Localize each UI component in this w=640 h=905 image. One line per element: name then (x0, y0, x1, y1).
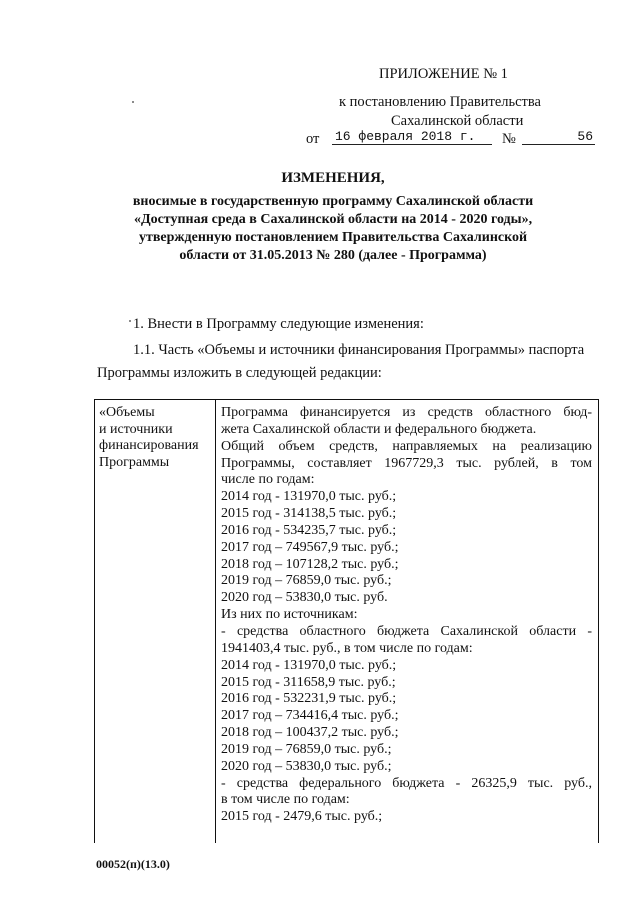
paragraph-1-1: 1.1. Часть «Объемы и источники финансирования Программы» паспорта (133, 342, 585, 358)
document-title: ИЗМЕНЕНИЯ, (281, 170, 385, 186)
decree-number: 56 (522, 129, 595, 145)
subtitle-line: утвержденную постановлением Правительства Сахалинской (138, 230, 528, 245)
content-line: - средства федерального бюджета - 26325,9 тыс. руб., (221, 775, 592, 791)
content-line: Программа финансируется из средств областного бюд- (221, 405, 592, 420)
content-line: 2018 год – 107128,2 тыс. руб.; (221, 556, 399, 572)
table-content-cell (216, 400, 598, 843)
content-line: 2020 год – 53830,0 тыс. руб. (221, 590, 388, 606)
document-subtitle (100, 193, 566, 265)
label-line: и источники (99, 421, 173, 437)
content-line: 2015 год - 314138,5 тыс. руб.; (221, 506, 397, 522)
content-line: 2015 год - 311658,9 тыс. руб.; (221, 674, 396, 690)
subtitle-line: области от 31.05.2013 № 280 (далее - Программа) (179, 248, 487, 263)
label-line: финансирования (99, 438, 199, 453)
content-line: 2019 год – 76859,0 тыс. руб.; (221, 741, 392, 757)
date-label: от (306, 131, 320, 147)
appendix-region: Сахалинской области (391, 113, 524, 129)
content-line: 2019 год – 76859,0 тыс. руб.; (221, 573, 392, 589)
content-line: 2018 год – 100437,2 тыс. руб.; (221, 725, 399, 741)
table-label-cell (95, 400, 216, 843)
content-line: 2017 год – 734416,4 тыс. руб.; (221, 708, 399, 724)
scan-speck (129, 320, 131, 322)
paragraph-1: 1. Внести в Программу следующие изменения: (133, 316, 424, 332)
content-line: в том числе по годам: (221, 792, 350, 808)
number-label: № (502, 131, 516, 147)
content-line: жета Сахалинской области и федерального бюджета. (221, 421, 537, 437)
subtitle-line: вносимые в государственную программу Сахалинской области (132, 194, 534, 209)
content-line: 2015 год - 2479,6 тыс. руб.; (221, 809, 383, 825)
scan-speck (132, 101, 134, 103)
content-line: 1941403,4 тыс. руб., в том числе по годам: (221, 640, 473, 656)
paragraph-1-1-cont: Программы изложить в следующей редакции: (97, 365, 382, 381)
label-line: «Объемы (99, 405, 155, 420)
content-line: 2016 год - 532231,9 тыс. руб.; (221, 691, 397, 707)
content-line: 2014 год - 131970,0 тыс. руб.; (221, 489, 397, 505)
content-line: 2017 год – 749567,9 тыс. руб.; (221, 539, 399, 555)
content-line: Из них по источникам: (221, 607, 358, 623)
subtitle-line: «Доступная среда в Сахалинской области на 2014 - 2020 годы», (133, 212, 533, 227)
appendix-heading: ПРИЛОЖЕНИЕ № 1 (379, 66, 508, 82)
content-line: - средства областного бюджета Сахалинской области - (221, 623, 592, 639)
decree-date: 16 февраля 2018 г. (332, 129, 492, 145)
appendix-subline: к постановлению Правительства (339, 94, 541, 110)
content-line: Общий объем средств, направляемых на реализацию (221, 438, 592, 454)
document-code: 00052(п)(13.0) (96, 857, 170, 871)
content-line: 2020 год – 53830,0 тыс. руб.; (221, 758, 392, 774)
content-line: 2014 год - 131970,0 тыс. руб.; (221, 657, 397, 673)
financing-table (94, 399, 599, 843)
content-line: Программы, составляет 1967729,3 тыс. рублей, в том (221, 455, 592, 471)
content-line: 2016 год - 534235,7 тыс. руб.; (221, 522, 397, 538)
content-line: числе по годам: (221, 472, 315, 488)
label-line: Программы (99, 454, 170, 470)
